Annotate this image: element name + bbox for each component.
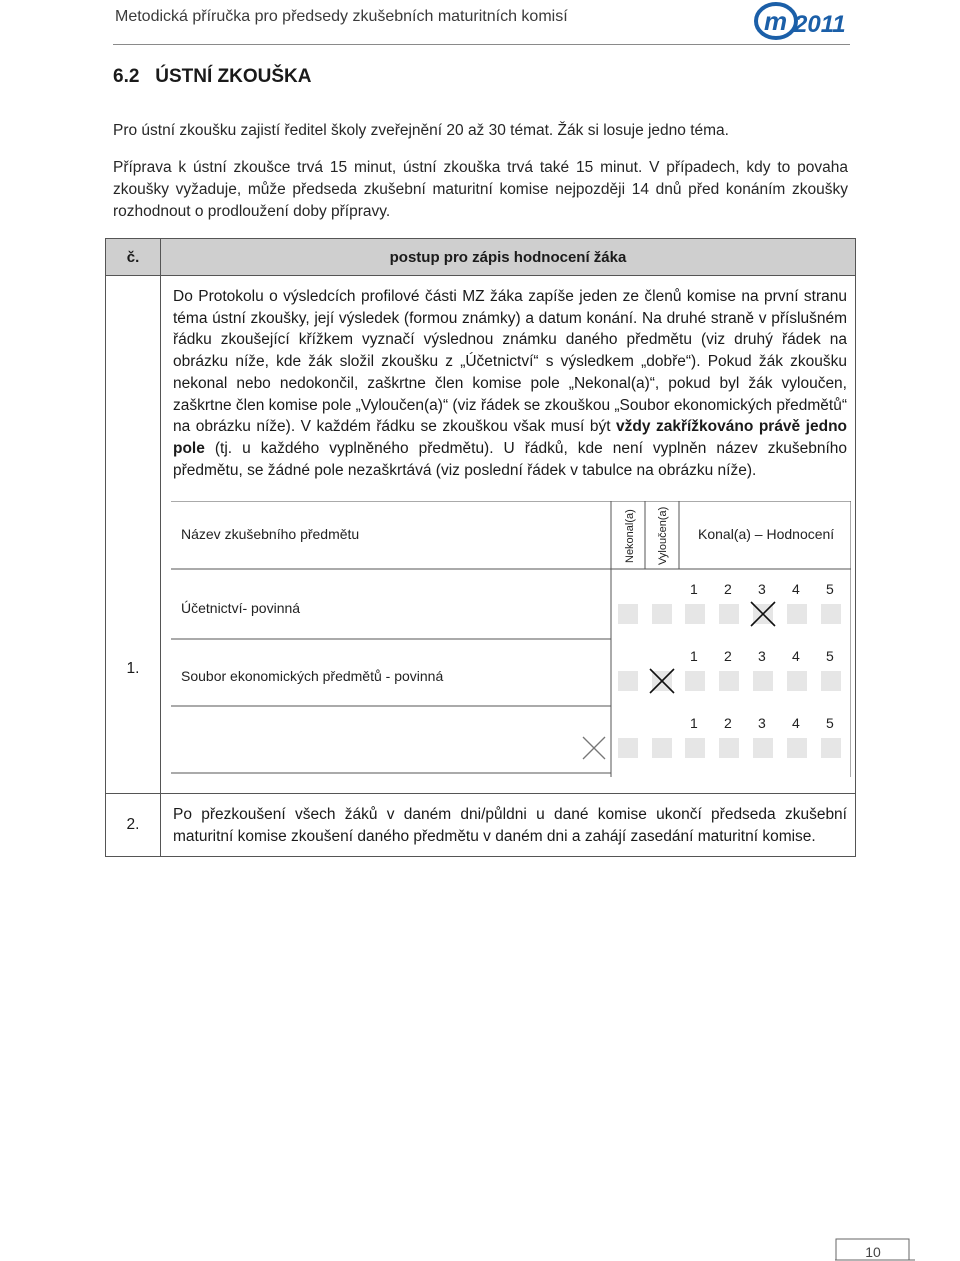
grade-label: 5 — [826, 648, 834, 665]
form-col-subject: Název zkušebního předmětu — [181, 526, 360, 543]
grade-label: 2 — [724, 715, 732, 732]
checkbox-grade-5 — [821, 671, 841, 691]
col-number-header: č. — [106, 239, 161, 276]
form-row-soubor — [181, 648, 841, 693]
form-row-subject: Účetnictví- povinná — [181, 600, 301, 617]
cross-mark-icon — [583, 737, 605, 759]
grade-label: 2 — [724, 581, 732, 598]
grade-label: 4 — [792, 648, 800, 665]
grade-label: 5 — [826, 581, 834, 598]
row-content — [161, 276, 856, 794]
grade-label: 4 — [792, 715, 800, 732]
checkbox-vyloucen — [652, 738, 672, 758]
maturita-logo — [754, 0, 850, 42]
intro-paragraph-2: Příprava k ústní zkoušce trvá 15 minut, ústní zkouška trvá také 15 minut. V případech, kdy to povaha zkoušky vyžaduje, může předseda zkušební maturitní komise nejpozději 14 dnů před konáním zkoušky rozhodnout o prodloužení doby přípravy. — [113, 159, 848, 220]
checkbox-vyloucen — [652, 604, 672, 624]
checkbox-grade-4 — [787, 671, 807, 691]
col-procedure-header: postup pro zápis hodnocení žáka — [161, 239, 856, 276]
intro-paragraph-1: Pro ústní zkoušku zajistí ředitel školy zveřejnění 20 až 30 témat. Žák si losuje jedno téma. — [113, 122, 729, 139]
logo-year: 2011 — [794, 11, 846, 38]
grade-label: 1 — [690, 648, 698, 665]
grade-label: 3 — [758, 715, 766, 732]
page-number: 10 — [865, 1244, 881, 1260]
checkbox-grade-2 — [719, 604, 739, 624]
row-text-part: Do Protokolu o výsledcích profilové části MZ žáka zapíše jeden ze členů komise na první stranu téma ústní zkoušky, její výsledek (formou známky) a datum konání. Na druhé straně v příslušném řádku zkoušející křížkem vyznačí výslednou známku daného předmětu (viz druhý řádek na obrázku níže, kde žák složil zkoušku z „Účetnictví“ s výsledkem „dobře“). Pokud žák zkoušku nekonal nebo nedokončil, zaškrtne člen komise pole „Nekonal(a)“, pokud byl žák vyloučen, zaškrtne člen komise pole „Vyloučen(a)“ (viz řádek se zkouškou „Soubor ekonomických předmětů“ na obrázku níže). V každém řádku se zkouškou však musí být — [173, 288, 847, 436]
row-content — [161, 794, 856, 857]
form-col-vyloucen: Vyloučen(a) — [657, 507, 669, 566]
row-text-bold: vždy zakřížkováno právě jedno pole — [173, 418, 848, 457]
checkbox-grade-4 — [787, 738, 807, 758]
grade-label: 3 — [758, 648, 766, 665]
section-title: ÚSTNÍ ZKOUŠKA — [155, 66, 312, 87]
form-row-ucetnictvi — [181, 581, 841, 626]
checkbox-grade-1 — [685, 738, 705, 758]
form-row-subject: Soubor ekonomických předmětů - povinná — [181, 668, 444, 685]
checkbox-nekonal — [618, 671, 638, 691]
checkbox-grade-1 — [685, 604, 705, 624]
protocol-form — [171, 501, 851, 777]
section-number: 6.2 — [113, 66, 140, 87]
row-number: 1. — [106, 276, 161, 794]
grade-label: 1 — [690, 715, 698, 732]
checkbox-grade-2 — [719, 671, 739, 691]
checkbox-grade-5 — [821, 738, 841, 758]
row-text-part: (tj. u každého vyplněného předmětu). U řádků, kde není vyplněn název zkušebního předmětu, se žádné pole nezaškrtává (viz poslední řádek v tabulce na obrázku níže). — [173, 439, 847, 479]
row-text: Po přezkoušení všech žáků v daném dni/půldni u dané komise ukončí předseda zkušební maturitní komise zkoušení daného předmětu v daném dni a zahájí zasedání maturitní komise. — [173, 806, 847, 846]
grade-label: 2 — [724, 648, 732, 665]
row-text — [161, 276, 855, 487]
section-heading — [113, 66, 312, 88]
checkbox-grade-3 — [753, 738, 773, 758]
checkbox-grade-4 — [787, 604, 807, 624]
protocol-form-figure — [161, 487, 855, 793]
checkbox-grade-5 — [821, 604, 841, 624]
header-title: Metodická příručka pro předsedy zkušebních maturitních komisí — [115, 8, 568, 25]
page-header — [113, 0, 850, 45]
form-col-nekonal: Nekonal(a) — [624, 509, 636, 564]
grade-label: 5 — [826, 715, 834, 732]
table-row — [106, 794, 856, 857]
checkbox-grade-3 — [753, 671, 773, 691]
checkbox-grade-1 — [685, 671, 705, 691]
logo-letter: m — [764, 6, 788, 36]
checkbox-grade-2 — [719, 738, 739, 758]
grade-label: 4 — [792, 581, 800, 598]
procedure-table — [105, 238, 856, 857]
grade-label: 1 — [690, 581, 698, 598]
table-header-row — [106, 239, 856, 276]
checkbox-nekonal — [618, 604, 638, 624]
form-row-empty — [583, 715, 841, 759]
row-number: 2. — [106, 794, 161, 857]
form-col-grade: Konal(a) – Hodnocení — [698, 526, 835, 543]
grade-label: 3 — [758, 581, 766, 598]
table-row — [106, 276, 856, 794]
page-number-box — [835, 1238, 915, 1261]
checkbox-nekonal — [618, 738, 638, 758]
